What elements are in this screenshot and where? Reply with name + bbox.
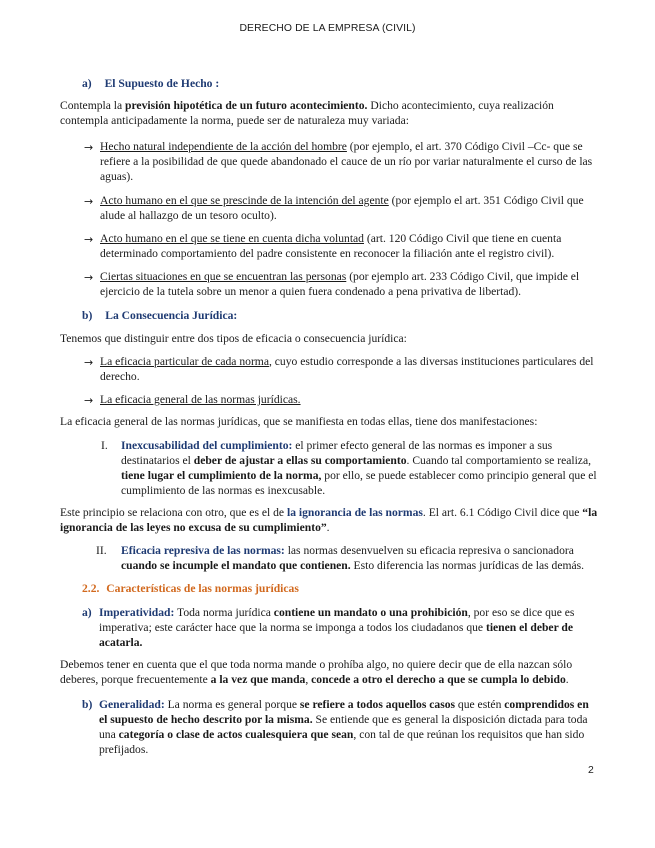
item-title: Generalidad: — [99, 698, 165, 711]
bullet-item — [100, 193, 595, 223]
text: por ello, se puede establecer como principio general que el cumplimiento de las normas es inexcusable. — [121, 469, 597, 497]
intro-paragraph — [60, 98, 600, 128]
text: , — [305, 673, 312, 686]
arrow-icon: → — [84, 394, 94, 407]
text: , cuyo estudio corresponde a las diversas instituciones particulares del derecho. — [100, 355, 594, 383]
section-b-heading — [82, 308, 237, 323]
bold-text: categoría o clase de actos cualesquiera que sean — [118, 728, 354, 741]
section-number: 2.2. — [82, 582, 100, 595]
text: La norma es general porque — [164, 698, 300, 711]
bullet-item — [100, 231, 595, 261]
arrow-icon: → — [84, 271, 94, 284]
text: Esto diferencia las normas jurídicas de las demás. — [350, 559, 585, 572]
text: , con tal de que reúnan los requisitos que han sido prefijados. — [99, 728, 585, 756]
roman-numeral: II. — [96, 544, 107, 557]
text: (por ejemplo el art. 351 Código Civil que alude al hallazgo de un tesoro oculto). — [100, 194, 584, 222]
paragraph — [60, 505, 605, 535]
bold-text: se refiere a todos aquellos casos — [299, 698, 456, 711]
text: . Cuando tal comportamiento se realiza, — [406, 454, 592, 467]
bullet-item — [100, 392, 595, 407]
section-title: La Consecuencia Jurídica: — [105, 309, 238, 322]
text: . — [565, 673, 569, 686]
paragraph: Tenemos que distinguir entre dos tipos de eficacia o consecuencia jurídica: — [60, 332, 407, 345]
text: Este principio se relaciona con otro, que es el de — [60, 506, 287, 519]
section-a-heading — [82, 76, 219, 91]
text: , por eso se dice que es imperativa; este carácter hace que la norma se imponga a todos los ciudadanos que — [99, 606, 575, 634]
item-title: Imperatividad: — [99, 606, 175, 619]
bold-text: tienen el deber de acatarla. — [99, 621, 574, 649]
bold-text: cuando se incumple el mandato que contienen. — [121, 559, 351, 572]
bullet-item — [100, 139, 595, 184]
bullet-item — [100, 269, 595, 299]
section-title: Características de las normas jurídicas — [106, 582, 299, 595]
arrow-icon: → — [84, 233, 94, 246]
bold-text: tiene lugar el cumplimiento de la norma, — [121, 469, 322, 482]
arrow-icon: → — [84, 356, 94, 369]
underlined-text: Acto humano en el que se tiene en cuenta dicha voluntad — [100, 232, 364, 245]
section-title: El Supuesto de Hecho : — [104, 77, 220, 90]
paragraph: La eficacia general de las normas jurídicas, que se manifiesta en todas ellas, tiene dos manifestaciones: — [60, 415, 538, 428]
text: . El art. 6.1 Código Civil dice que — [422, 506, 583, 519]
numbered-item — [121, 438, 599, 498]
bold-text: deber de ajustar a ellas su comportamiento — [193, 454, 407, 467]
highlighted-text: la ignorancia de las normas — [286, 506, 423, 519]
quote-text: “la ignorancia de las leyes no excusa de su cumplimiento” — [60, 506, 598, 534]
bold-text: contiene un mandato o una prohibición — [273, 606, 468, 619]
text: Dicho acontecimiento, cuya realización contempla anticipadamente la norma, puede ser de naturaleza muy variada: — [60, 99, 554, 127]
page-header: DERECHO DE LA EMPRESA (CIVIL) — [239, 23, 416, 34]
item-title: Eficacia represiva de las normas: — [121, 544, 285, 557]
text: Toda norma jurídica — [174, 606, 274, 619]
text: (por ejemplo, el art. 370 Código Civil –Cc- que se refiere a la posibilidad de que quede abandonado el cauce de un río por variar naturalmente el curso de las aguas). — [100, 140, 593, 183]
text: . — [326, 521, 330, 534]
section-letter: b) — [82, 698, 93, 711]
characteristic-item — [99, 605, 599, 650]
bold-text: concede a otro el derecho a que se cumpla lo debido — [311, 673, 566, 686]
roman-numeral: I. — [101, 439, 108, 452]
numbered-item — [121, 543, 599, 573]
bold-text: comprendidos en el supuesto de hecho descrito por la misma. — [99, 698, 589, 726]
arrow-icon: → — [84, 141, 94, 154]
item-title: Inexcusabilidad del cumplimiento: — [121, 439, 293, 452]
text: (art. 120 Código Civil que tiene en cuenta determinado comportamiento del padre consistente en reconocer la filiación ante el registro civil). — [100, 232, 562, 260]
underlined-text: La eficacia general de las normas jurídicas. — [100, 393, 301, 406]
page-number: 2 — [588, 765, 594, 776]
section-2-2-heading — [82, 581, 299, 596]
text: las normas desenvuelven su eficacia represiva o sancionadora — [284, 544, 574, 557]
underlined-text: La eficacia particular de cada norma — [100, 355, 269, 368]
paragraph — [60, 657, 605, 687]
section-letter: a) — [82, 77, 92, 90]
text: Debemos tener en cuenta que el que toda norma mande o prohíba algo, no quiere decir que de ella nazcan sólo deberes, porque frecuentemente — [60, 658, 573, 686]
underlined-text: Acto humano en el que se prescinde de la intención del agente — [100, 194, 389, 207]
text: que estén — [455, 698, 505, 711]
underlined-text: Hecho natural independiente de la acción del hombre — [100, 140, 347, 153]
section-letter: a) — [82, 606, 92, 619]
bold-text: a la vez que manda — [210, 673, 306, 686]
underlined-text: Ciertas situaciones en que se encuentran las personas — [100, 270, 347, 283]
text: Se entiende que es general la disposición dictada para toda una — [99, 713, 588, 741]
characteristic-item — [99, 697, 599, 757]
bullet-item — [100, 354, 595, 384]
text: Contempla la — [60, 99, 126, 112]
arrow-icon: → — [84, 195, 94, 208]
section-letter: b) — [82, 309, 93, 322]
bold-text: previsión hipotética de un futuro acontecimiento. — [125, 99, 368, 112]
text: (por ejemplo art. 233 Código Civil, que impide el ejercicio de la tutela sobre un menor a quien fuera condenado a pena privativa de libertad). — [100, 270, 580, 298]
text: el primer efecto general de las normas es imponer a sus destinatarios el — [121, 439, 553, 467]
